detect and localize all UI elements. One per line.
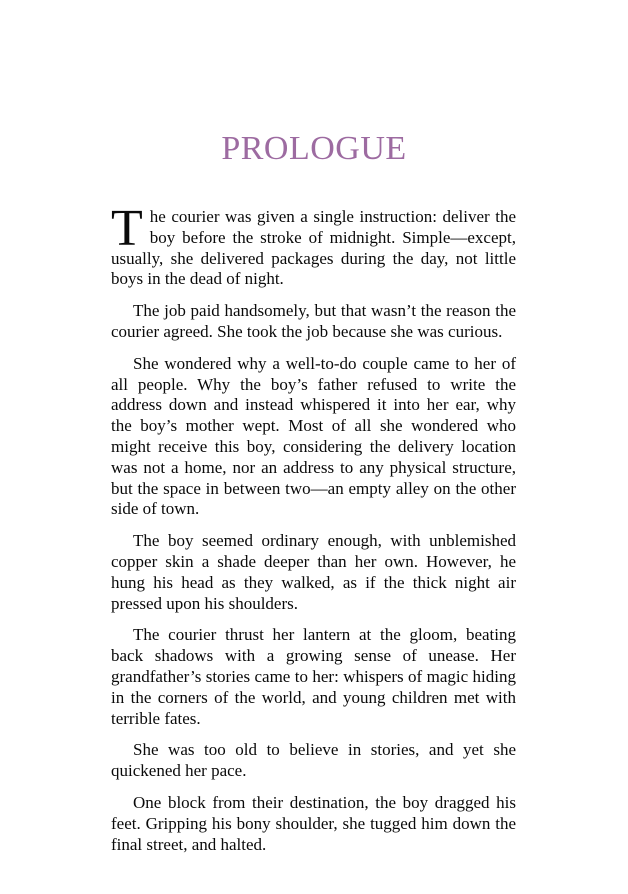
body-paragraph: She wondered why a well-to-do couple came to her of all people. Why the boy’s father refused to write the address down and instead whispered it into her ear, why the boy’s mother wept. Most of all she wondered who might receive this boy, considering the delivery location was not a home, nor an address to any physical structure, but the space in between two—an empty alley on the other side of town. bbox=[111, 353, 516, 519]
body-paragraph: The boy seemed ordinary enough, with unblemished copper skin a shade deeper than her own. However, he hung his head as they walked, as if the thick night air pressed upon his shoulders. bbox=[111, 531, 516, 613]
body-paragraph: The job paid handsomely, but that wasn’t the reason the courier agreed. She took the job because she was curious. bbox=[111, 301, 516, 341]
opening-paragraph bbox=[111, 200, 516, 290]
chapter-heading: PROLOGUE bbox=[221, 130, 407, 167]
chapter-body bbox=[111, 200, 516, 855]
body-paragraph: One block from their destination, the boy dragged his feet. Gripping his bony shoulder, she tugged him down the final street, and halted. bbox=[111, 792, 516, 854]
body-paragraph: The courier thrust her lantern at the gloom, beating back shadows with a growing sense of unease. Her grandfather’s stories came to her: whispers of magic hiding in the corners of the world, and young children met with terrible fates. bbox=[111, 625, 516, 728]
drop-cap: T bbox=[111, 200, 143, 257]
opening-paragraph-text: he courier was given a single instruction: deliver the boy before the stroke of midnight. Simple—except, usually, she delivered packages during the day, not little boys in the dead of night. bbox=[111, 207, 516, 289]
body-paragraph: She was too old to believe in stories, and yet she quickened her pace. bbox=[111, 740, 516, 781]
